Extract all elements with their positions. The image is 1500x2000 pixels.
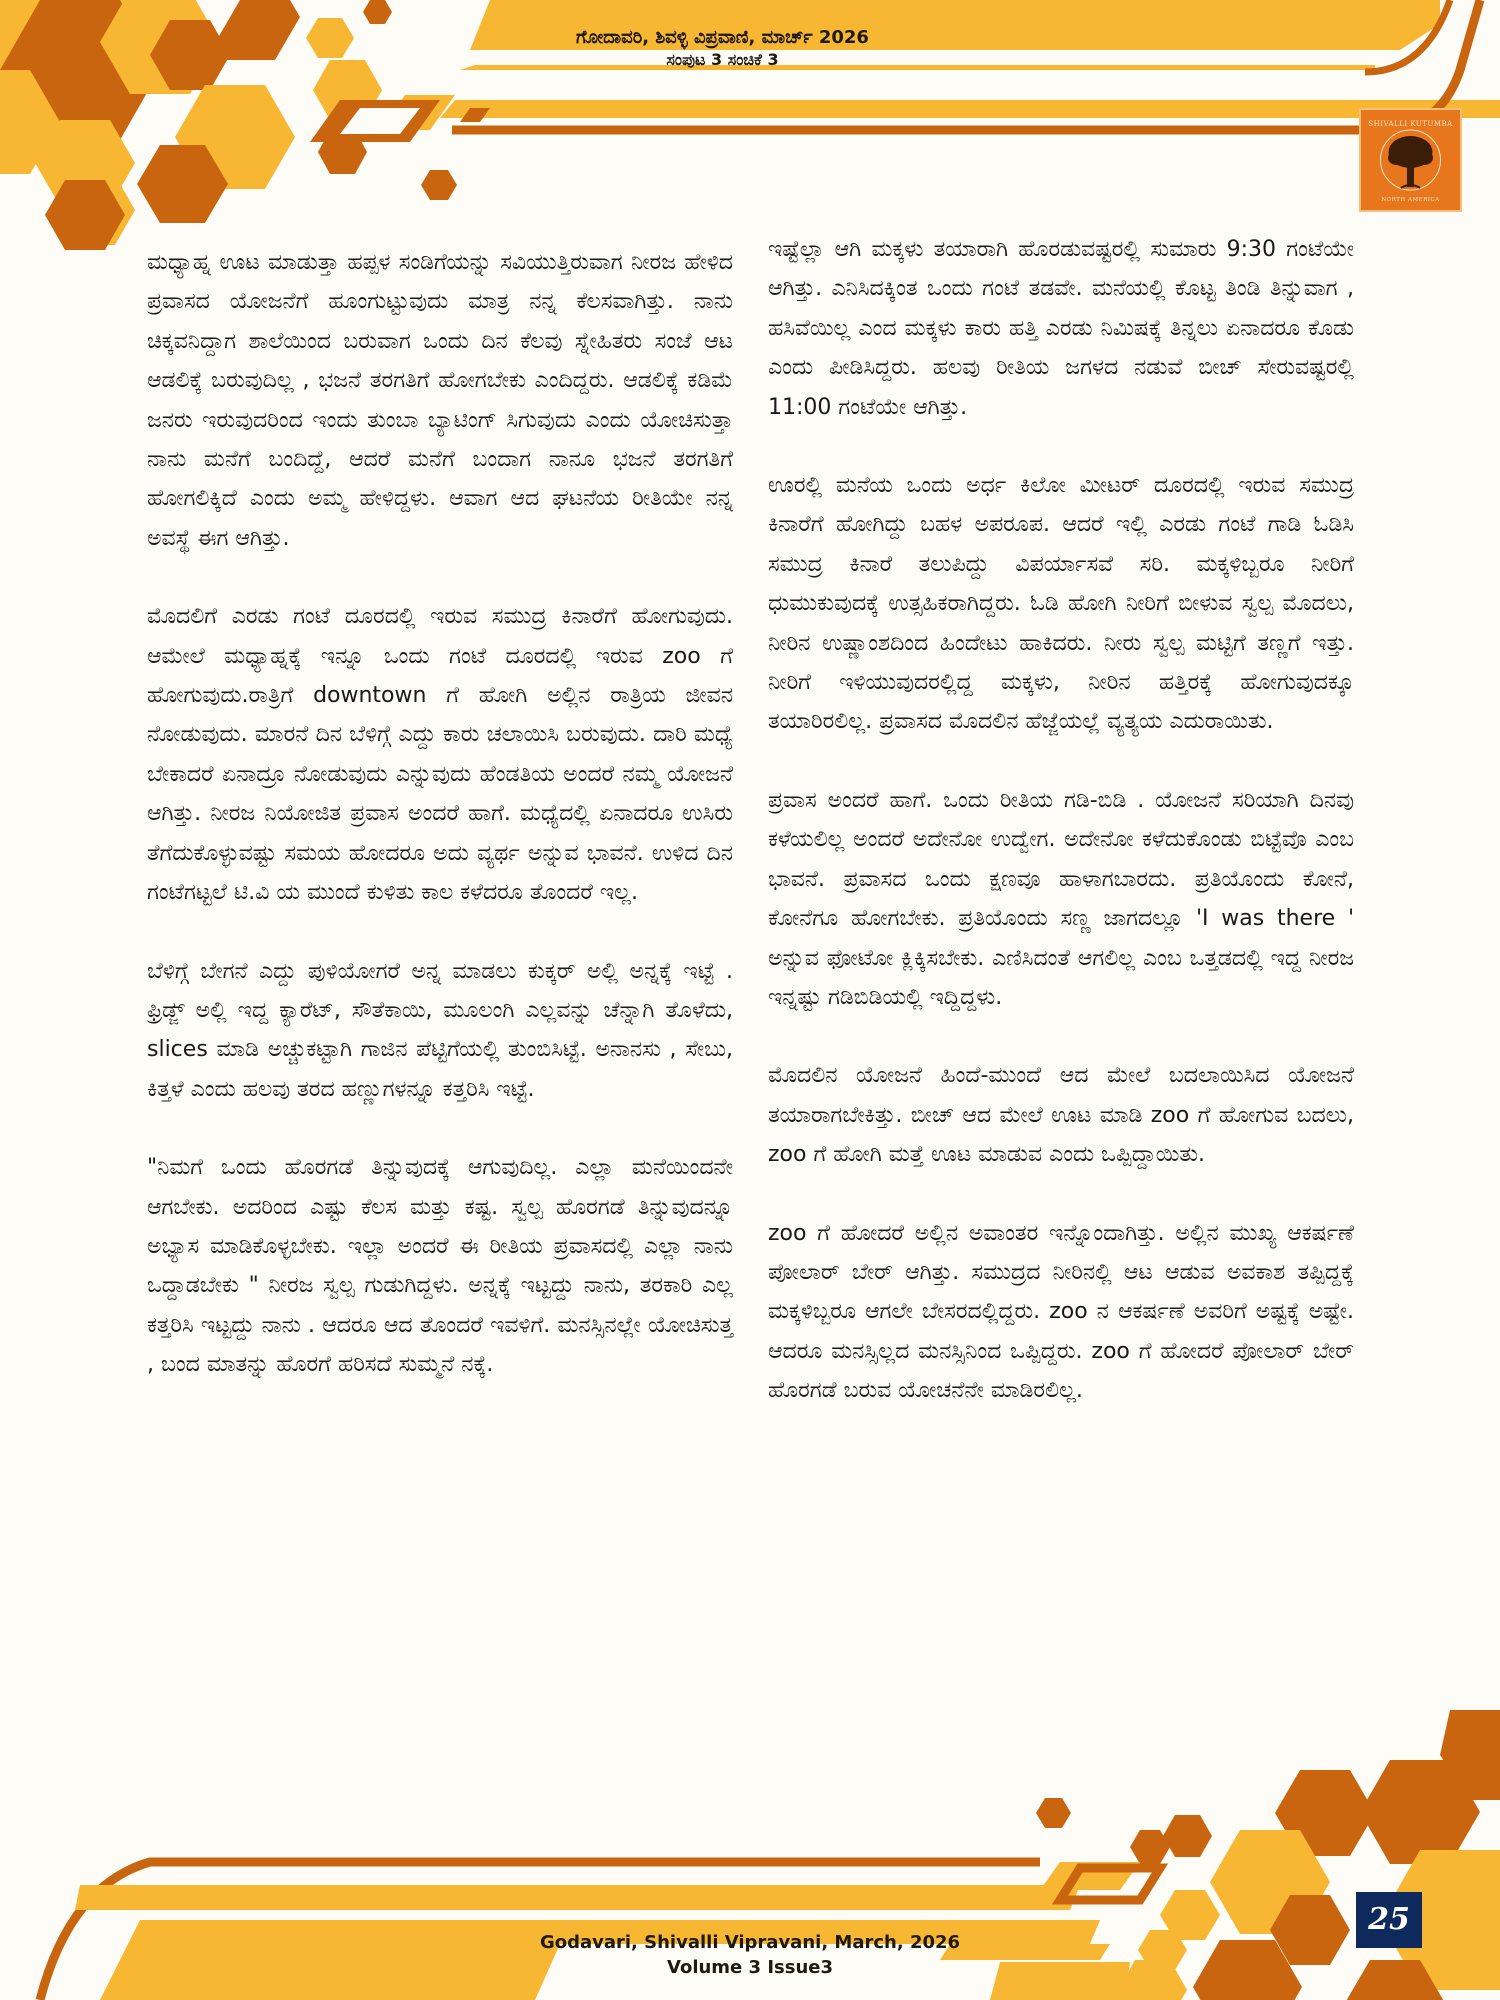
header-title: ಗೋದಾವರಿ, ಶಿವಳ್ಳಿ ವಿಪ್ರವಾಣಿ, ಮಾರ್ಚ್ 2026 [576,27,869,48]
article-paragraph: zoo ಗೆ ಹೋದರೆ ಅಲ್ಲಿನ ಅವಾಂತರ ಇನ್ನೊಂದಾಗಿತ್ತು. ಅಲ್ಲಿನ ಮುಖ್ಯ ಆಕರ್ಷಣೆ ಪೋಲಾರ್ ಬೇರ್ ಆಗಿತ್ತು. ಸಮುದ್ರದ ನೀರಿನಲ್ಲಿ ಆಟ ಆಡುವ ಅವಕಾಶ ತಪ್ಪಿದ್ದಕ್ಕೆ ಮಕ್ಕಳಿಬ್ಬರೂ ಆಗಲೇ ಬೇಸರದಲ್ಲಿದ್ದರು. zoo ನ ಆಕರ್ಷಣೆ ಅವರಿಗೆ ಅಷ್ಟಕ್ಕೆ ಅಷ್ಟೇ. ಆದರೂ ಮನಸ್ಸಿಲ್ಲದ ಮನಸ್ಸಿನಿಂದ ಒಪ್ಪಿದ್ದರು. zoo ಗೆ ಹೋದರೆ ಪೋಲಾರ್ ಬೇರ್ ಹೊರಗಡೆ ಬರುವ ಯೋಚನೆನೇ ಮಾಡಿರಲಿಲ್ಲ. [768,1220,1354,1404]
shivalli-kutumba-logo [1359,108,1462,212]
page-number: 25 [1356,1892,1422,1948]
article-paragraph: ಬೆಳಿಗ್ಗೆ ಬೇಗನೆ ಎದ್ದು ಪುಳಿಯೋಗರೆ ಅನ್ನ ಮಾಡಲು ಕುಕ್ಕರ್ ಅಲ್ಲಿ ಅನ್ನಕ್ಕೆ ಇಟ್ಟೆ . ಫ್ರಿಡ್ಜ್ ಅಲ್ಲಿ ಇದ್ದ ಕ್ಯಾರೆಟ್, ಸೌತೆಕಾಯಿ, ಮೂಲಂಗಿ ಎಲ್ಲವನ್ನು ಚೆನ್ನಾಗಿ ತೊಳೆದು, slices ಮಾಡಿ ಅಚ್ಚುಕಟ್ಟಾಗಿ ಗಾಜಿನ ಪೆಟ್ಟಿಗೆಯಲ್ಲಿ ತುಂಬಿಸಿಟ್ಟೆ. ಅನಾನಸು , ಸೇಬು, ಕಿತ್ತಳೆ ಎಂದು ಹಲವು ತರದ ಹಣ್ಣುಗಳನ್ನೂ ಕತ್ತರಿಸಿ ಇಟ್ಟೆ. [147,958,733,1102]
article-paragraph: ಮೊದಲಿಗೆ ಎರಡು ಗಂಟೆ ದೂರದಲ್ಲಿ ಇರುವ ಸಮುದ್ರ ಕಿನಾರೆಗೆ ಹೋಗುವುದು. ಆಮೇಲೆ ಮಧ್ಯಾಹ್ನಕ್ಕೆ ಇನ್ನೂ ಒಂದು ಗಂಟೆ ದೂರದಲ್ಲಿ ಇರುವ zoo ಗೆ ಹೋಗುವುದು.ರಾತ್ರಿಗೆ downtown ಗೆ ಹೋಗಿ ಅಲ್ಲಿನ ರಾತ್ರಿಯ ಜೀವನ ನೋಡುವುದು. ಮಾರನೆ ದಿನ ಬೆಳಿಗ್ಗೆ ಎದ್ದು ಕಾರು ಚಲಾಯಿಸಿ ಬರುವುದು. ದಾರಿ ಮಧ್ಯೆ ಬೇಕಾದರೆ ಏನಾದ್ರೂ ನೋಡುವುದು ಎನ್ನುವುದು ಹೆಂಡತಿಯ ಅಂದರೆ ನಮ್ಮ ಯೋಜನೆ ಆಗಿತ್ತು. ನೀರಜ ನಿಯೋಜಿತ ಪ್ರವಾಸ ಅಂದರೆ ಹಾಗೆ. ಮಧ್ಯೆದಲ್ಲಿ ಏನಾದರೂ ಉಸಿರು ತೆಗೆದುಕೊಳ್ಳುವಷ್ಟು ಸಮಯ ಹೋದರೂ ಅದು ವ್ಯರ್ಥ ಅನ್ನುವ ಭಾವನೆ. ಉಳಿದ ದಿನ ಗಂಟೆಗಟ್ಟಲೆ ಟಿ.ವಿ ಯ ಮುಂದೆ ಕುಳಿತು ಕಾಲ ಕಳೆದರೂ ತೊಂದರೆ ಇಲ್ಲ. [147,604,733,906]
issue-footer [500,1930,1000,1980]
issue-header [470,26,975,70]
article-paragraph: ಊರಲ್ಲಿ ಮನೆಯ ಒಂದು ಅರ್ಧ ಕಿಲೋ ಮೀಟರ್ ದೂರದಲ್ಲಿ ಇರುವ ಸಮುದ್ರ ಕಿನಾರೆಗೆ ಹೋಗಿದ್ದು ಬಹಳ ಅಪರೂಪ. ಆದರೆ ಇಲ್ಲಿ ಎರಡು ಗಂಟೆ ಗಾಡಿ ಓಡಿಸಿ ಸಮುದ್ರ ಕಿನಾರೆ ತಲುಪಿದ್ದು ವಿಪರ್ಯಾಸವೆ ಸರಿ. ಮಕ್ಕಳಿಬ್ಬರೂ ನೀರಿಗೆ ಧುಮುಕುವುದಕ್ಕೆ ಉತ್ಸಹಿಕರಾಗಿದ್ದರು. ಓಡಿ ಹೋಗಿ ನೀರಿಗೆ ಬೀಳುವ ಸ್ವಲ್ಪ ಮೊದಲು, ನೀರಿನ ಉಷ್ಣಾಂಶದಿಂದ ಹಿಂದೇಟು ಹಾಕಿದರು. ನೀರು ಸ್ವಲ್ಪ ಮಟ್ಟಿಗೆ ತಣ್ಣಗೆ ಇತ್ತು. ನೀರಿಗೆ ಇಳಿಯುವುದರಲ್ಲಿದ್ದ ಮಕ್ಕಳು, ನೀರಿನ ಹತ್ತಿರಕ್ಕೆ ಹೋಗುವುದಕ್ಕೂ ತಯಾರಿರಲಿಲ್ಲ. ಪ್ರವಾಸದ ಮೊದಲಿನ ಹೆಜ್ಜೆಯಲ್ಲೆ ವ್ಯತ್ಯಯ ಎದುರಾಯಿತು. [768,473,1354,735]
article-paragraph: ಪ್ರವಾಸ ಅಂದರೆ ಹಾಗೆ. ಒಂದು ರೀತಿಯ ಗಡಿ-ಬಿಡಿ . ಯೋಜನೆ ಸರಿಯಾಗಿ ದಿನವು ಕಳೆಯಲಿಲ್ಲ ಅಂದರೆ ಅದೇನೋ ಉದ್ವೇಗ. ಅದೇನೋ ಕಳೆದುಕೊಂಡು ಬಿಟ್ಟೆವೊ ಎಂಬ ಭಾವನೆ. ಪ್ರವಾಸದ ಒಂದು ಕ್ಷಣವೂ ಹಾಳಾಗಬಾರದು. ಪ್ರತಿಯೊಂದು ಕೋನೆ, ಕೋನೆಗೂ ಹೋಗಬೇಕು. ಪ್ರತಿಯೊಂದು ಸಣ್ಣ ಜಾಗದಲ್ಲೂ 'I was there ' ಅನ್ನುವ ಫೋಟೋ ಕ್ಲಿಕ್ಕಿಸಬೇಕು. ಎಣಿಸಿದಂತೆ ಆಗಲಿಲ್ಲ ಎಂಬ ಒತ್ತಡದಲ್ಲಿ ಇದ್ದ ನೀರಜ ಇನ್ನಷ್ಟು ಗಡಿಬಿಡಿಯಲ್ಲಿ ಇದ್ದಿದ್ದಳು. [768,787,1354,1010]
header-volume: ಸಂಪುಟ 3 ಸಂಚಿಕೆ 3 [666,50,779,69]
top-banner-stripes [310,0,1500,142]
footer-volume: Volume 3 Issue3 [667,1957,833,1978]
footer-title: Godavari, Shivalli Vipravani, March, 2026 [539,1932,961,1953]
bottom-right-hexagons [1036,1710,1500,2000]
article-right-column [768,230,1354,1450]
article-paragraph: "ನಿಮಗೆ ಒಂದು ಹೊರಗಡೆ ತಿನ್ನುವುದಕ್ಕೆ ಆಗುವುದಿಲ್ಲ. ಎಲ್ಲಾ ಮನೆಯಿಂದನೇ ಆಗಬೇಕು. ಅದರಿಂದ ಎಷ್ಟು ಕೆಲಸ ಮತ್ತು ಕಷ್ಟ. ಸ್ವಲ್ಪ ಹೊರಗಡೆ ತಿನ್ನುವುದನ್ನೂ ಅಭ್ಯಾಸ ಮಾಡಿಕೊಳ್ಳಬೇಕು. ಇಲ್ಲಾ ಅಂದರೆ ಈ ರೀತಿಯ ಪ್ರವಾಸದಲ್ಲಿ ಎಲ್ಲಾ ನಾನು ಒದ್ದಾಡಬೇಕು " ನೀರಜ ಸ್ವಲ್ಪ ಗುಡುಗಿದ್ದಳು. ಅನ್ನಕ್ಕೆ ಇಟ್ಟದ್ದು ನಾನು, ತರಕಾರಿ ಎಲ್ಲ ಕತ್ತರಿಸಿ ಇಟ್ಟದ್ದು ನಾನು . ಆದರೂ ಆದ ತೊಂದರೆ ಇವಳಿಗೆ. ಮನಸ್ಸಿನಲ್ಲೇ ಯೋಚಿಸುತ್ತ , ಬಂದ ಮಾತನ್ನು ಹೊರಗೆ ಹರಿಸದೆ ಸುಮ್ಮನೆ ನಕ್ಕೆ. [147,1155,733,1378]
article-paragraph: ಮೊದಲಿನ ಯೋಜನೆ ಹಿಂದೆ-ಮುಂದೆ ಆದ ಮೇಲೆ ಬದಲಾಯಿಸಿದ ಯೋಜನೆ ತಯಾರಾಗಬೇಕಿತ್ತು. ಬೀಚ್ ಆದ ಮೇಲೆ ಊಟ ಮಾಡಿ zoo ಗೆ ಹೋಗುವ ಬದಲು, zoo ಗೆ ಹೋಗಿ ಮತ್ತೆ ಊಟ ಮಾಡುವ ಎಂದು ಒಪ್ಪಿದ್ದಾಯಿತು. [768,1063,1354,1168]
logo-top-text: SHIVALLI KUTUMBA [1368,120,1453,128]
article-paragraph: ಇಷ್ಟೆಲ್ಲಾ ಆಗಿ ಮಕ್ಕಳು ತಯಾರಾಗಿ ಹೊರಡುವಷ್ಟರಲ್ಲಿ ಸುಮಾರು 9:30 ಗಂಟೆಯೇ ಆಗಿತ್ತು. ಎನಿಸಿದಕ್ಕಿಂತ ಒಂದು ಗಂಟೆ ತಡವೇ. ಮನೆಯಲ್ಲಿ ಕೊಟ್ಟ ತಿಂಡಿ ತಿನ್ನುವಾಗ , ಹಸಿವೆಯಿಲ್ಲ ಎಂದ ಮಕ್ಕಳು ಕಾರು ಹತ್ತಿ ಎರಡು ನಿಮಿಷಕ್ಕೆ ತಿನ್ನಲು ಏನಾದರೂ ಕೊಡು ಎಂದು ಪೀಡಿಸಿದ್ದರು. ಹಲವು ರೀತಿಯ ಜಗಳದ ನಡುವೆ ಬೀಚ್ ಸೇರುವಷ್ಟರಲ್ಲಿ 11:00 ಗಂಟೆಯೇ ಆಗಿತ್ತು. [768,237,1354,420]
article-paragraph: ಮಧ್ಯಾಹ್ನ ಊಟ ಮಾಡುತ್ತಾ ಹಪ್ಪಳ ಸಂಡಿಗೆಯನ್ನು ಸವಿಯುತ್ತಿರುವಾಗ ನೀರಜ ಹೇಳಿದ ಪ್ರವಾಸದ ಯೋಜನೆಗೆ ಹೂಂಗುಟ್ಟುವುದು ಮಾತ್ರ ನನ್ನ ಕೆಲಸವಾಗಿತ್ತು. ನಾನು ಚಿಕ್ಕವನಿದ್ದಾಗ ಶಾಲೆಯಿಂದ ಬರುವಾಗ ಒಂದು ದಿನ ಕೆಲವು ಸ್ನೇಹಿತರು ಸಂಜೆ ಆಟ ಆಡಲಿಕ್ಕೆ ಬರುವುದಿಲ್ಲ , ಭಜನೆ ತರಗತಿಗೆ ಹೋಗಬೇಕು ಎಂದಿದ್ದರು. ಆಡಲಿಕ್ಕೆ ಕಡಿಮೆ ಜನರು ಇರುವುದರಿಂದ ಇಂದು ತುಂಬಾ ಬ್ಯಾಟಿಂಗ್ ಸಿಗುವುದು ಎಂದು ಯೋಚಿಸುತ್ತಾ ನಾನು ಮನೆಗೆ ಬಂದಿದ್ದೆ, ಆದರೆ ಮನೆಗೆ ಬಂದಾಗ ನಾನೂ ಭಜನೆ ತರಗತಿಗೆ ಹೋಗಲಿಕ್ಕಿದೆ ಎಂದು ಅಮ್ಮ ಹೇಳಿದ್ದಳು. ಆವಾಗ ಆದ ಘಟನೆಯ ರೀತಿಯೇ ನನ್ನ ಅವಸ್ಥೆ ಈಗ ಆಗಿತ್ತು. [147,250,733,551]
logo-bottom-text: NORTH AMERICA [1381,197,1440,203]
article-left-column [147,243,733,1424]
